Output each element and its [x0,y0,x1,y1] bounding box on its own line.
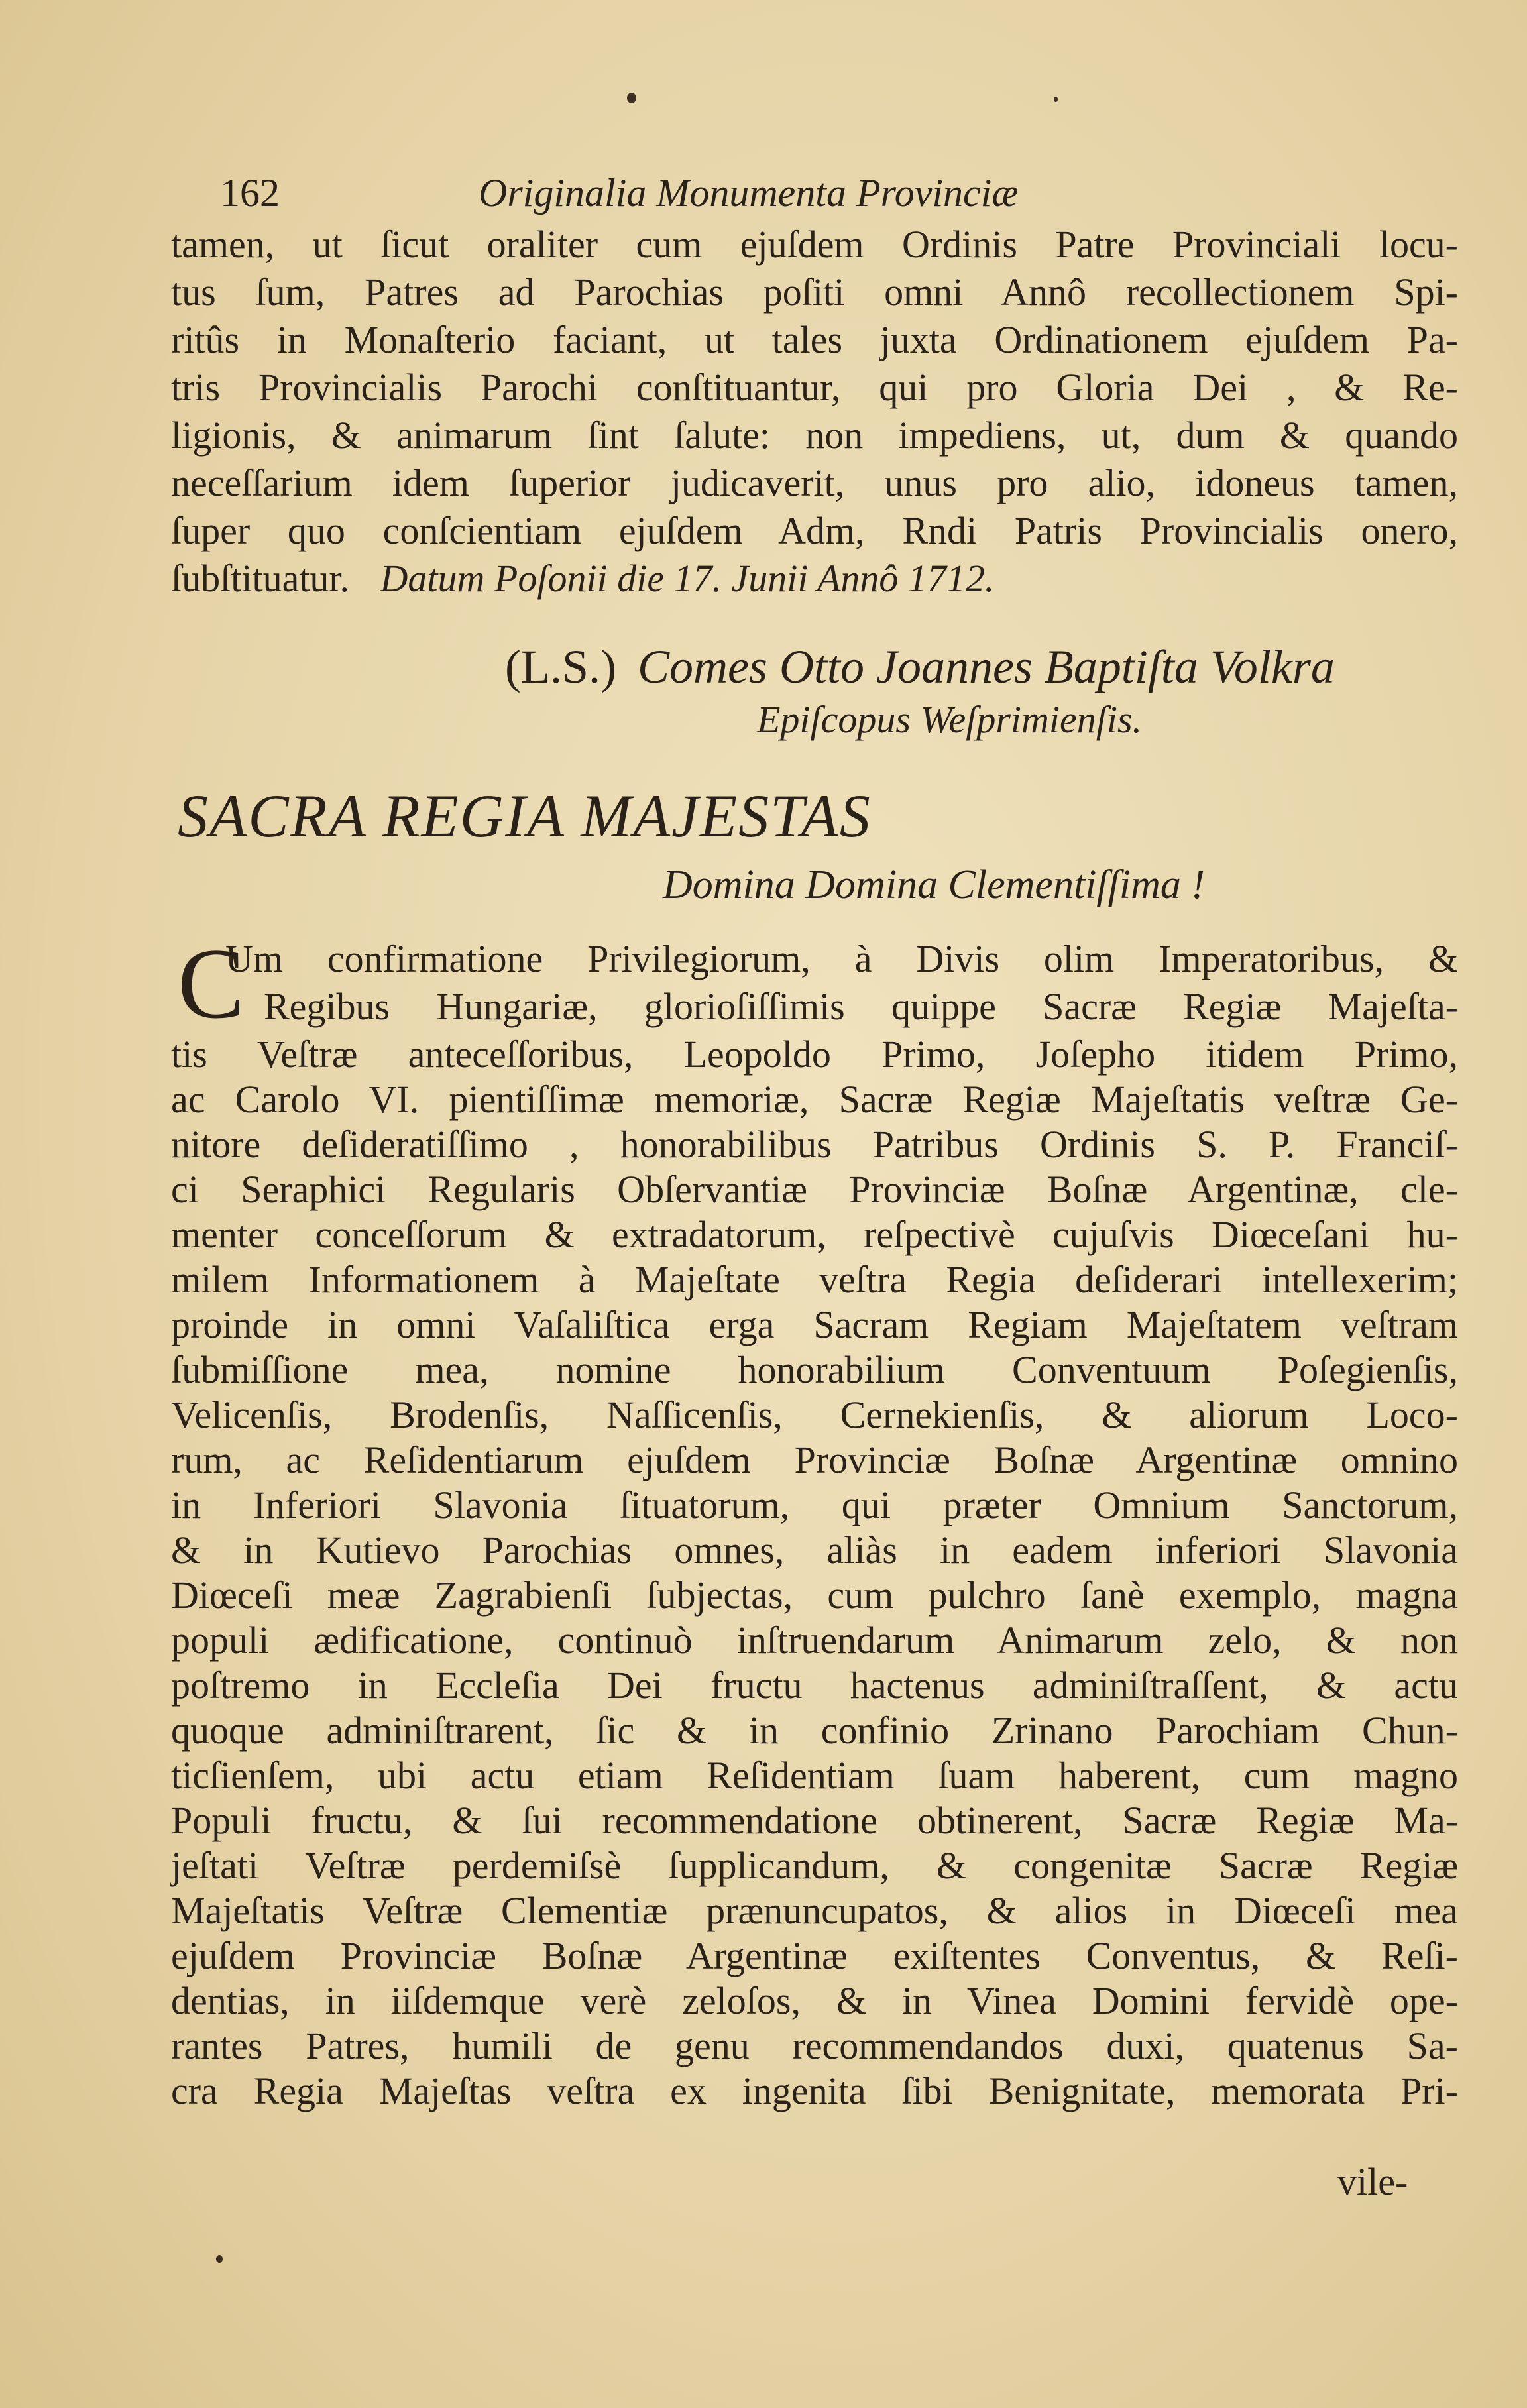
text-line: tamen, ut ſicut oraliter cum ejuſdem Ordinis Patre Provinciali locu- [171,223,1458,266]
text-line: dentias, in iiſdemque verè zeloſos, & in Vinea Domini fervidè ope- [171,1979,1458,2022]
text-line: tis Veſtræ anteceſſoribus, Leopoldo Primo, Joſepho itidem Primo, [171,1033,1458,1076]
text-line: Populi fructu, & ſui recommendatione obtinerent, Sacræ Regiæ Ma- [171,1799,1458,1842]
text-line: nitore deſideratiſſimo , honorabilibus Patribus Ordinis S. P. Franciſ- [171,1123,1458,1166]
ink-speck [216,2255,223,2263]
text-line: cra Regia Majeſtas veſtra ex ingenita ſibi Benignitate, memorata Pri- [171,2069,1458,2112]
text-line: & in Kutievo Parochias omnes, aliàs in eadem inferiori Slavonia [171,1528,1458,1572]
signer-title: Epiſcopus Weſprimienſis. [757,698,1143,741]
text-line: ci Seraphici Regularis Obſervantiæ Provinciæ Boſnæ Argentinæ, cle- [171,1168,1458,1211]
text-line: Velicenſis, Brodenſis, Naſſicenſis, Cernekienſis, & aliorum Loco- [171,1393,1458,1436]
address-heading: SACRA REGIA MAJESTAS [178,782,872,850]
seal-mark: (L.S.) [505,640,616,693]
text-line: proinde in omni Vaſaliſtica erga Sacram Regiam Majeſtatem veſtram [171,1303,1458,1346]
text-line: menter conceſſorum & extradatorum, reſpectivè cujuſvis Diœceſani hu- [171,1213,1458,1256]
text-line: tris Provincialis Parochi conſtituantur, qui pro Gloria Dei , & Re- [171,366,1458,409]
drop-cap: C [178,928,245,1039]
text-line: quoque adminiſtrarent, ſic & in confinio Zrinano Parochiam Chun- [171,1709,1458,1752]
catchword: vile- [1337,2160,1408,2203]
text-line-last [171,559,1458,598]
text-line: ticſienſem, ubi actu etiam Reſidentiam ſuam haberent, cum magno [171,1754,1458,1797]
text-line: ejuſdem Provinciæ Boſnæ Argentinæ exiſtentes Conventus, & Reſi- [171,1934,1458,1977]
text-line: populi ædificatione, continuò inſtruendarum Animarum zelo, & non [171,1619,1458,1662]
text-line: ac Carolo VI. pientiſſimæ memoriæ, Sacræ Regiæ Majeſtatis veſtræ Ge- [171,1078,1458,1121]
text-line: ſuper quo conſcientiam ejuſdem Adm, Rndi Patris Provincialis onero, [171,509,1458,552]
text-line: jeſtati Veſtræ perdemiſsè ſupplicandum, & congenitæ Sacræ Regiæ [171,1844,1458,1887]
ink-speck [1054,97,1058,102]
salutation: Domina Domina Clementiſſima ! [663,862,1205,907]
date-line: Datum Poſonii die 17. Junii Annô 1712. [380,557,995,600]
text-line: ſubmiſſione mea, nomine honorabilium Conventuum Poſegienſis, [171,1348,1458,1391]
text-line: milem Informationem à Majeſtate veſtra Regia deſiderari intellexerim; [171,1258,1458,1301]
text-line: neceſſarium idem ſuperior judicaverit, unus pro alio, idoneus tamen, [171,461,1458,504]
signer-name: Comes Otto Joannes Baptiſta Volkra [637,640,1335,693]
signature-block [505,640,1335,695]
text-line: Um confirmatione Privilegiorum, à Divis olim Imperatoribus, & [225,937,1458,980]
running-title: Originalia Monumenta Provinciæ [479,171,1019,215]
text-line: Diœceſi meæ Zagrabienſi ſubjectas, cum pulchro ſanè exemplo, magna [171,1574,1458,1617]
text-line: poſtremo in Eccleſia Dei fructu hactenus adminiſtraſſent, & actu [171,1664,1458,1707]
closing-word: ſubſtituatur. [171,557,350,600]
text-line: ligionis, & animarum ſint ſalute: non impediens, ut, dum & quando [171,414,1458,457]
text-line: rum, ac Reſidentiarum ejuſdem Provinciæ Boſnæ Argentinæ omnino [171,1438,1458,1481]
ink-speck [627,93,636,103]
text-line: rantes Patres, humili de genu recommendandos duxi, quatenus Sa- [171,2024,1458,2067]
text-line: in Inferiori Slavonia ſituatorum, qui præter Omnium Sanctorum, [171,1483,1458,1526]
text-line: Majeſtatis Veſtræ Clementiæ prænuncupatos, & alios in Diœceſi mea [171,1889,1458,1932]
text-line: tus ſum, Patres ad Parochias poſiti omni Annô recollectionem Spi- [171,270,1458,314]
text-line: Regibus Hungariæ, glorioſiſſimis quippe Sacræ Regiæ Majeſta- [264,985,1458,1028]
text-line: ritûs in Monaſterio faciant, ut tales juxta Ordinationem ejuſdem Pa- [171,318,1458,361]
page-number: 162 [220,171,280,215]
